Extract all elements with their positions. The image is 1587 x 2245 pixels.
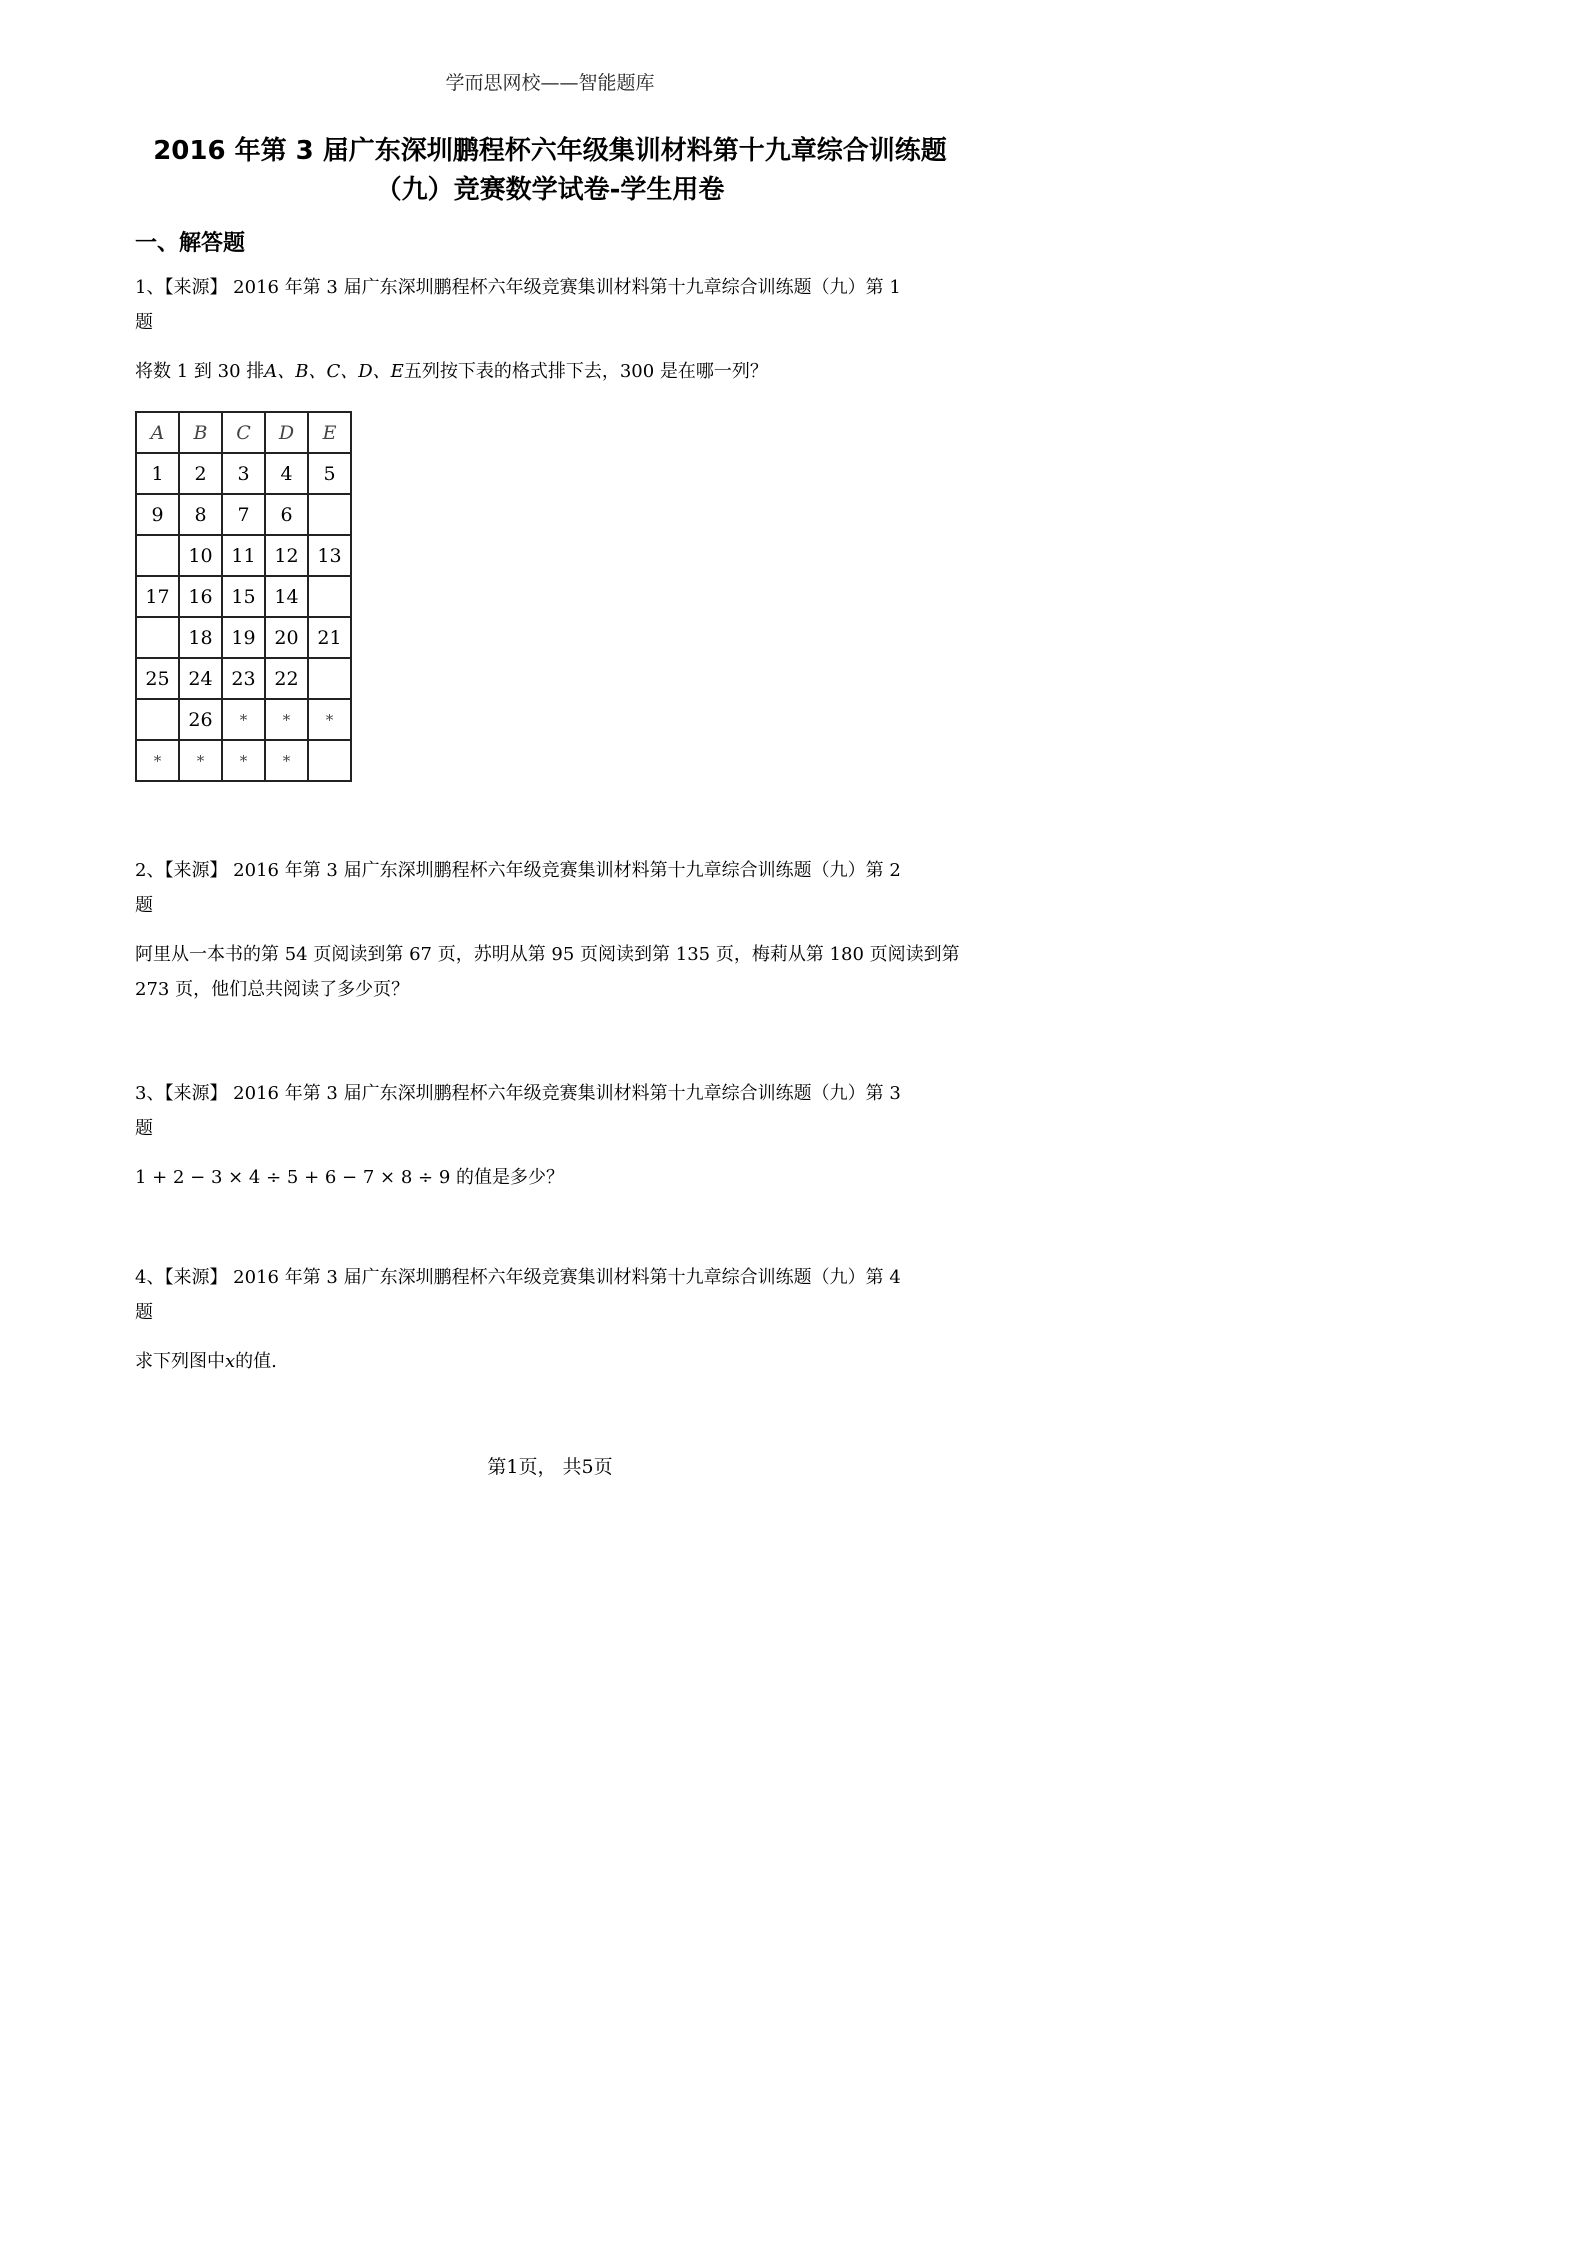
column-header: C [222, 412, 265, 453]
table-cell [308, 740, 351, 781]
table-cell: 18 [179, 617, 222, 658]
question-source [135, 853, 975, 888]
table-row [136, 576, 351, 617]
table-cell: 1 [136, 453, 179, 494]
table-cell: 19 [222, 617, 265, 658]
table-row [136, 494, 351, 535]
table-cell: 12 [265, 535, 308, 576]
table-cell: 2 [179, 453, 222, 494]
question-source [135, 1076, 975, 1111]
question-text: 阿里从一本书的第 54 页阅读到第 67 页，苏明从第 95 页阅读到第 135 页，梅莉从第 180 页阅读到第 273 页，他们总共阅读了多少页？ [135, 944, 960, 1000]
question-3 [135, 1076, 975, 1195]
question-4 [135, 1260, 975, 1379]
table-cell: 8 [179, 494, 222, 535]
section-heading: 一、解答题 [135, 231, 246, 256]
table-cell: 25 [136, 658, 179, 699]
question-text-part: 求下列图中 [135, 1351, 225, 1372]
table-row [136, 617, 351, 658]
column-header: D [265, 412, 308, 453]
table-cell: 11 [222, 535, 265, 576]
page-footer: 第1页， 共5页 [487, 1456, 613, 1478]
document-title [120, 132, 980, 210]
source-tail: 题 [135, 895, 153, 916]
table-cell: 9 [136, 494, 179, 535]
table-cell [136, 699, 179, 740]
question-number: 2、 [135, 860, 165, 881]
table-row [136, 535, 351, 576]
title-line-1: 2016 年第 3 届广东深圳鹏程杯六年级集训材料第十九章综合训练题 [153, 136, 947, 166]
table-cell [308, 658, 351, 699]
table-cell: 16 [179, 576, 222, 617]
column-header: B [179, 412, 222, 453]
table-cell: * [222, 740, 265, 781]
table-cell [136, 535, 179, 576]
table-cell: * [265, 699, 308, 740]
question-1 [135, 270, 975, 389]
page-header: 学而思网校——智能题库 [445, 72, 655, 94]
title-line-2: （九）竞赛数学试卷-学生用卷 [375, 175, 725, 205]
table-cell: 13 [308, 535, 351, 576]
table-cell: 5 [308, 453, 351, 494]
table-cell: 24 [179, 658, 222, 699]
table-row [136, 740, 351, 781]
table-cell: 7 [222, 494, 265, 535]
question-text-part: 将数 1 到 30 排 [135, 361, 265, 382]
table-header-row [136, 412, 351, 453]
table-cell: 21 [308, 617, 351, 658]
question-source [135, 270, 975, 305]
table-cell: 14 [265, 576, 308, 617]
source-tag: 【来源】 [164, 860, 228, 881]
table-cell: * [179, 740, 222, 781]
table-cell: * [265, 740, 308, 781]
table-row [136, 453, 351, 494]
question-text: 1 + 2 − 3 × 4 ÷ 5 + 6 − 7 × 8 ÷ 9 的值是多少？ [135, 1167, 564, 1188]
question-number: 1、 [135, 277, 165, 298]
table-cell [308, 576, 351, 617]
question-text [135, 1344, 975, 1379]
source-text: 2016 年第 3 届广东深圳鹏程杯六年级竞赛集训材料第十九章综合训练题（九）第 4 [227, 1267, 901, 1288]
source-tail: 题 [135, 1302, 153, 1323]
table-cell: * [222, 699, 265, 740]
source-tag: 【来源】 [164, 1083, 228, 1104]
question-source [135, 1260, 975, 1295]
question-text [135, 354, 975, 389]
table-cell [136, 617, 179, 658]
column-header: A [136, 412, 179, 453]
table-cell: 17 [136, 576, 179, 617]
table-cell: 3 [222, 453, 265, 494]
source-text: 2016 年第 3 届广东深圳鹏程杯六年级竞赛集训材料第十九章综合训练题（九）第 1 [227, 277, 901, 298]
table-cell: 23 [222, 658, 265, 699]
question-number: 4、 [135, 1267, 165, 1288]
question-variable: x [225, 1351, 236, 1372]
question-variables: A、B、C、D、E [264, 361, 404, 382]
column-header: E [308, 412, 351, 453]
source-text: 2016 年第 3 届广东深圳鹏程杯六年级竞赛集训材料第十九章综合训练题（九）第 3 [227, 1083, 901, 1104]
question-number: 3、 [135, 1083, 165, 1104]
number-arrangement-table [135, 411, 352, 782]
table-cell: 10 [179, 535, 222, 576]
table-cell: 6 [265, 494, 308, 535]
table-cell: 15 [222, 576, 265, 617]
question-text-part: 的值. [235, 1351, 277, 1372]
table-row [136, 699, 351, 740]
table-cell [308, 494, 351, 535]
source-tag: 【来源】 [164, 1267, 228, 1288]
source-tag: 【来源】 [164, 277, 228, 298]
table-cell: 20 [265, 617, 308, 658]
table-cell: * [308, 699, 351, 740]
table-cell: 22 [265, 658, 308, 699]
table-cell: * [136, 740, 179, 781]
question-2 [135, 853, 975, 1007]
question-text-part: 五列按下表的格式排下去，300 是在哪一列？ [403, 361, 768, 382]
table-cell: 26 [179, 699, 222, 740]
source-text: 2016 年第 3 届广东深圳鹏程杯六年级竞赛集训材料第十九章综合训练题（九）第 2 [227, 860, 901, 881]
source-tail: 题 [135, 1118, 153, 1139]
table-cell: 4 [265, 453, 308, 494]
source-tail: 题 [135, 312, 153, 333]
table-row [136, 658, 351, 699]
